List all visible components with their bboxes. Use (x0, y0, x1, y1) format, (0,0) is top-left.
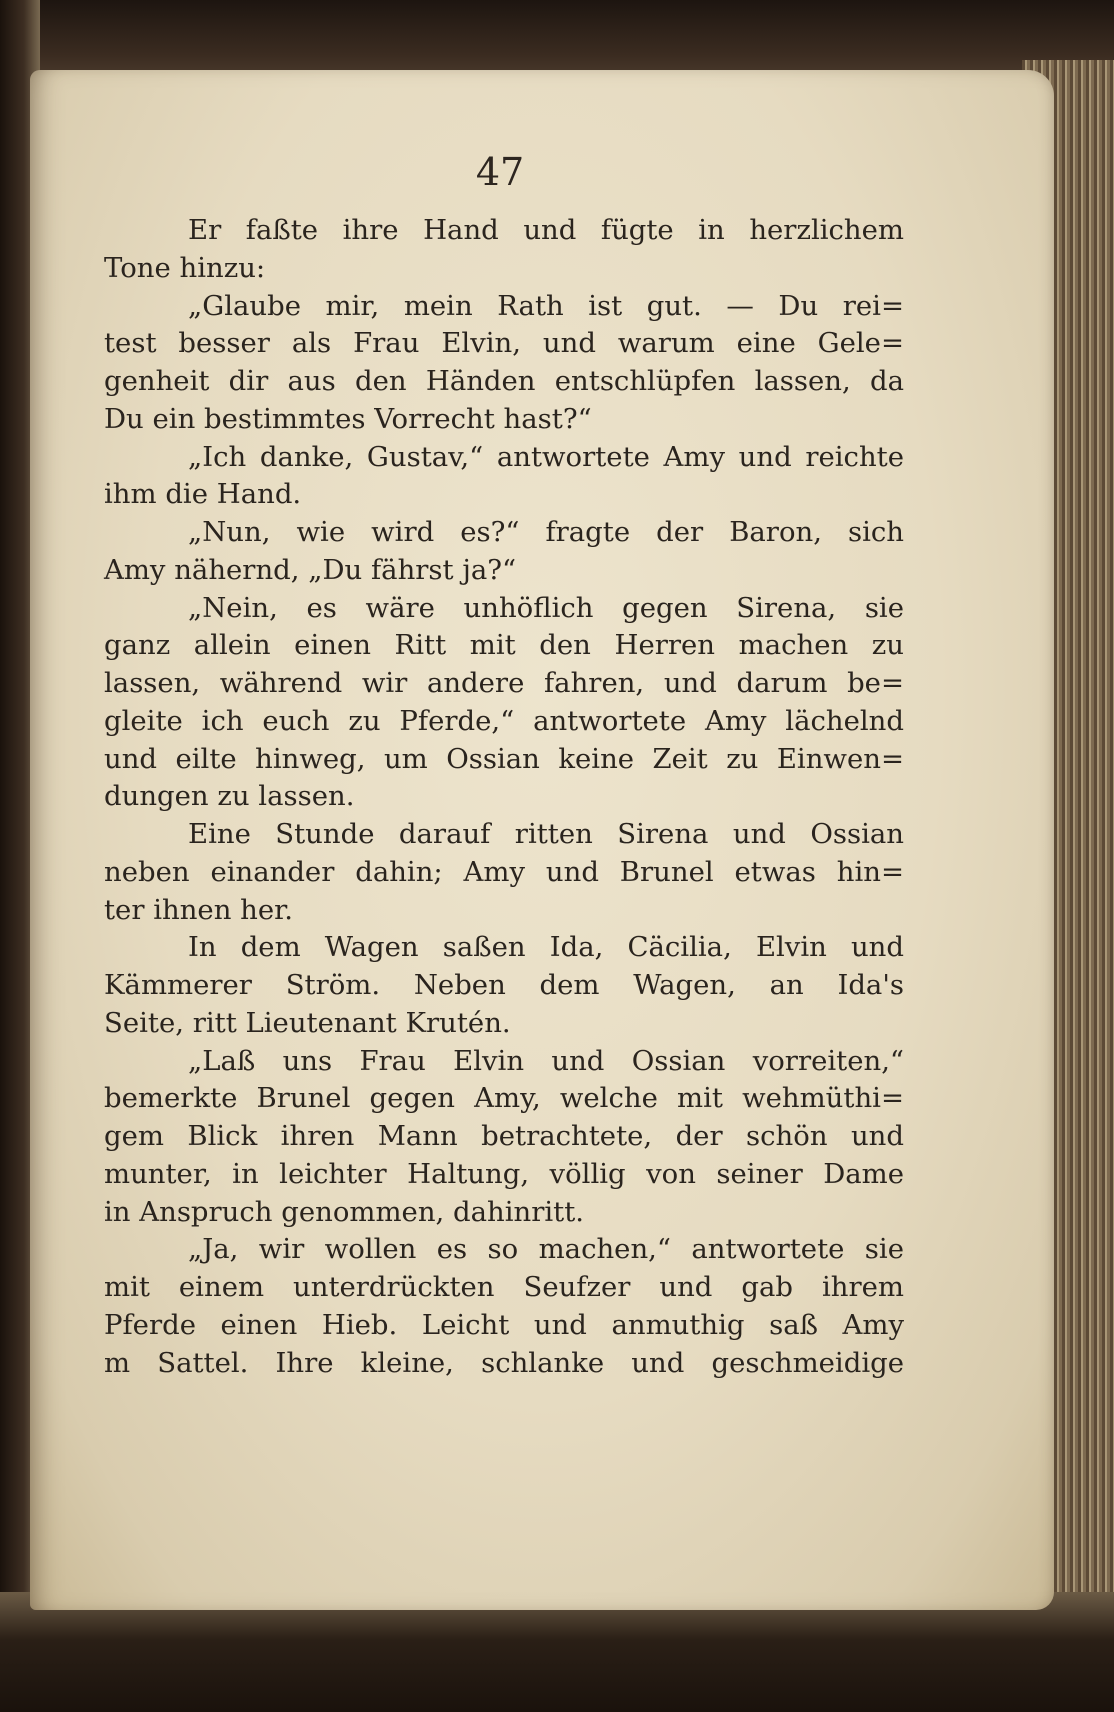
book-cover-top (0, 0, 1114, 78)
text-line: Du ein bestimmtes Vorrecht hast?“ (104, 402, 592, 435)
text-line: genheit dir aus den Händen entschlüpfen lassen, da (104, 365, 904, 397)
text-line: „Glaube mir, mein Rath ist gut. — Du rei= (188, 289, 904, 322)
text-line: „Laß uns Frau Elvin und Ossian vorreiten,“ (188, 1044, 904, 1077)
text-line: Pferde einen Hieb. Leicht und anmuthig saß Amy (104, 1308, 904, 1341)
text-line: ihm die Hand. (104, 478, 302, 511)
text-line: Kämmerer Ström. Neben dem Wagen, an Ida's (104, 969, 904, 1001)
text-line: m Sattel. Ihre kleine, schlanke und geschmeidige (104, 1346, 904, 1379)
text-line: Er faßte ihre Hand und fügte in herzlichem (188, 214, 904, 246)
text-line: Amy nähernd, „Du fährst ja?“ (104, 553, 517, 586)
text-line: „Nun, wie wird es?“ fragte der Baron, sich (188, 516, 904, 548)
text-line: lassen, während wir andere fahren, und darum be= (104, 667, 904, 699)
text-line: In dem Wagen saßen Ida, Cäcilia, Elvin und (188, 931, 904, 964)
text-line: neben einander dahin; Amy und Brunel etwas hin= (104, 855, 904, 888)
text-line: in Anspruch genommen, dahinritt. (104, 1195, 585, 1228)
text-line: gleite ich euch zu Pferde,“ antwortete Amy lächelnd (104, 704, 904, 737)
page-text (104, 212, 904, 1382)
text-line: Eine Stunde darauf ritten Sirena und Ossian (188, 818, 904, 850)
page-number: 47 (475, 150, 525, 194)
text-line: „Ich danke, Gustav,“ antwortete Amy und reichte (188, 440, 904, 473)
text-line: gem Blick ihren Mann betrachtete, der schön und (104, 1120, 904, 1152)
text-line: bemerkte Brunel gegen Amy, welche mit wehmüthi= (104, 1082, 904, 1115)
text-line: „Nein, es wäre unhöflich gegen Sirena, sie (188, 591, 904, 624)
text-line: Tone hinzu: (104, 251, 266, 284)
book-cover-bottom (0, 1592, 1114, 1712)
text-line: test besser als Frau Elvin, und warum eine Gele= (104, 327, 904, 360)
text-line: ganz allein einen Ritt mit den Herren machen zu (104, 629, 904, 662)
text-line: Seite, ritt Lieutenant Krutén. (104, 1006, 511, 1039)
text-line: und eilte hinweg, um Ossian keine Zeit zu Einwen= (104, 742, 904, 775)
text-line: munter, in leichter Haltung, völlig von seiner Dame (104, 1157, 904, 1190)
text-line: „Ja, wir wollen es so machen,“ antwortete sie (188, 1233, 904, 1266)
text-line: ter ihnen her. (104, 893, 294, 926)
text-line: mit einem unterdrückten Seufzer und gab ihrem (104, 1271, 904, 1303)
text-line: dungen zu lassen. (104, 780, 355, 813)
